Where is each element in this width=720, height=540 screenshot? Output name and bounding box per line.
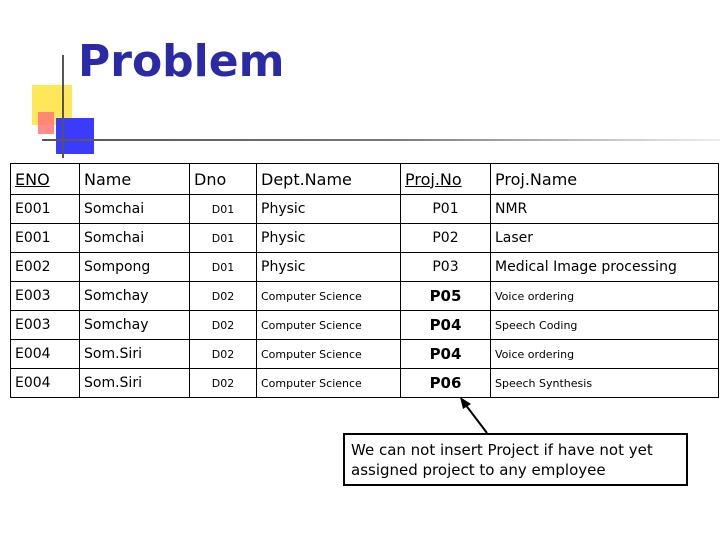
cell-proj-no: P02 xyxy=(401,224,491,253)
table-row xyxy=(11,195,719,224)
cell-proj-no: P04 xyxy=(401,311,491,340)
slide-title: Problem xyxy=(78,36,285,87)
cell-dept-name: Physic xyxy=(257,224,401,253)
cell-name: Somchai xyxy=(80,224,190,253)
cell-name: Som.Siri xyxy=(80,340,190,369)
cell-name: Sompong xyxy=(80,253,190,282)
table-row xyxy=(11,340,719,369)
cell-proj-no: P03 xyxy=(401,253,491,282)
decor-horizontal-line xyxy=(42,139,720,141)
cell-dno: D02 xyxy=(190,369,257,398)
cell-name: Som.Siri xyxy=(80,369,190,398)
callout-box: We can not insert Project if have not yet assigned project to any employee xyxy=(343,433,688,486)
cell-eno: E004 xyxy=(11,369,80,398)
header-proj-no: Proj.No xyxy=(401,164,491,195)
cell-proj-name: Voice ordering xyxy=(491,282,719,311)
cell-dept-name: Computer Science xyxy=(257,369,401,398)
employee-project-table xyxy=(10,163,719,398)
cell-eno: E004 xyxy=(11,340,80,369)
cell-eno: E001 xyxy=(11,195,80,224)
cell-dno: D01 xyxy=(190,195,257,224)
cell-dept-name: Computer Science xyxy=(257,340,401,369)
cell-dno: D02 xyxy=(190,340,257,369)
cell-eno: E001 xyxy=(11,224,80,253)
cell-proj-no: P01 xyxy=(401,195,491,224)
cell-dno: D01 xyxy=(190,253,257,282)
table-row xyxy=(11,224,719,253)
cell-proj-name: Speech Synthesis xyxy=(491,369,719,398)
cell-proj-no: P05 xyxy=(401,282,491,311)
table-header-row xyxy=(11,164,719,195)
header-name: Name xyxy=(80,164,190,195)
cell-dept-name: Computer Science xyxy=(257,311,401,340)
cell-dno: D01 xyxy=(190,224,257,253)
table-row xyxy=(11,369,719,398)
table-row xyxy=(11,253,719,282)
cell-name: Somchai xyxy=(80,195,190,224)
arrow-line xyxy=(465,404,487,433)
header-dno: Dno xyxy=(190,164,257,195)
table-row xyxy=(11,311,719,340)
cell-dno: D02 xyxy=(190,282,257,311)
cell-proj-name: Laser xyxy=(491,224,719,253)
cell-name: Somchay xyxy=(80,311,190,340)
cell-eno: E003 xyxy=(11,311,80,340)
cell-dno: D02 xyxy=(190,311,257,340)
cell-dept-name: Computer Science xyxy=(257,282,401,311)
cell-name: Somchay xyxy=(80,282,190,311)
decor-red-square xyxy=(38,112,54,134)
header-eno: ENO xyxy=(11,164,80,195)
cell-proj-name: Speech Coding xyxy=(491,311,719,340)
cell-proj-no: P06 xyxy=(401,369,491,398)
cell-eno: E002 xyxy=(11,253,80,282)
header-dept-name: Dept.Name xyxy=(257,164,401,195)
cell-dept-name: Physic xyxy=(257,253,401,282)
cell-proj-name: Voice ordering xyxy=(491,340,719,369)
arrow-head xyxy=(460,397,471,409)
table-row xyxy=(11,282,719,311)
cell-eno: E003 xyxy=(11,282,80,311)
cell-proj-name: Medical Image processing xyxy=(491,253,719,282)
cell-proj-name: NMR xyxy=(491,195,719,224)
decor-vertical-line xyxy=(62,55,64,158)
header-proj-name: Proj.Name xyxy=(491,164,719,195)
cell-dept-name: Physic xyxy=(257,195,401,224)
cell-proj-no: P04 xyxy=(401,340,491,369)
